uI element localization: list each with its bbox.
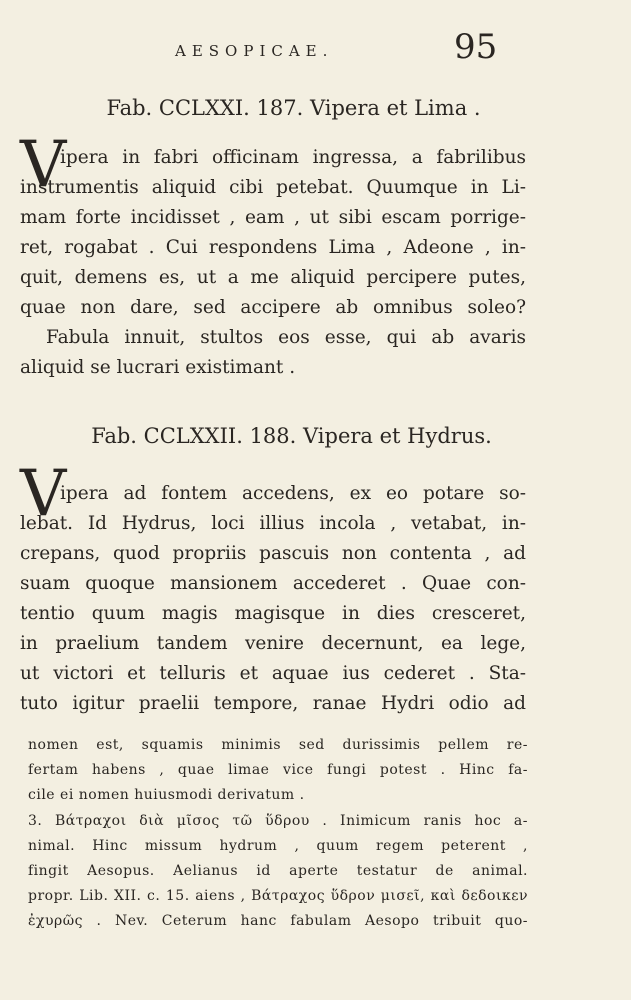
footnote-line: 3. Βάτραχοι διὰ μῖσος τῶ ὕδρου . Inimicum ranis hoc a- [28, 813, 528, 829]
running-title: AESOPICAE. [175, 42, 334, 60]
footnote-line: fertam habens , quae limae vice fungi potest . Hinc fa- [28, 762, 528, 778]
text-line: suam quoque mansionem accederet . Quae con- [20, 573, 526, 594]
page-number: 95 [454, 27, 498, 67]
footnote-line: fingit Aesopus. Aelianus id aperte testatur de animal. [28, 863, 528, 879]
footnote-line: propr. Lib. XII. c. 15. aiens , Βάτραχος ὕδρον μισεῖ, καὶ δεδοικεν [28, 888, 528, 904]
text-line: mam forte incidisset , eam , ut sibi escam porrige- [20, 207, 526, 228]
text-line: in praelium tandem venire decernunt, ea lege, [20, 633, 526, 654]
text-line: ipera in fabri officinam ingressa, a fabrilibus [60, 147, 526, 168]
footnote-line: ἐχυρῶς . Nev. Ceterum hanc fabulam Aesopo tribuit quo- [28, 913, 528, 929]
running-head [0, 27, 631, 74]
footnote-line: nomen est, squamis minimis sed durissimis pellem re- [28, 737, 528, 753]
text-line: tentio quum magis magisque in dies cresceret, [20, 603, 526, 624]
text-line: ipera ad fontem accedens, ex eo potare so- [60, 483, 526, 504]
fable-heading: Fab. CCLXXI. 187. Vipera et Lima . [106, 96, 481, 120]
text-line: Fabula innuit, stultos eos esse, qui ab avaris [46, 327, 526, 348]
text-line: quae non dare, sed accipere ab omnibus soleo? [20, 297, 526, 318]
fable-heading: Fab. CCLXXII. 188. Vipera et Hydrus. [91, 424, 492, 448]
footnote-line: cile ei nomen huiusmodi derivatum . [28, 787, 305, 803]
text-line: crepans, quod propriis pascuis non contenta , ad [20, 543, 526, 564]
text-line: lebat. Id Hydrus, loci illius incola , vetabat, in- [20, 513, 526, 534]
footnote-line: nimal. Hinc missum hydrum , quum regem peterent , [28, 838, 528, 854]
text-line: aliquid se lucrari existimant . [20, 357, 296, 378]
drop-cap: V [20, 457, 67, 531]
text-line: quit, demens es, ut a me aliquid percipere putes, [20, 267, 526, 288]
text-line: instrumentis aliquid cibi petebat. Quumque in Li- [20, 177, 526, 198]
text-line: tuto igitur praelii tempore, ranae Hydri odio ad [20, 693, 526, 714]
text-line: ut victori et telluris et aquae ius cederet . Sta- [20, 663, 526, 684]
text-line: ret, rogabat . Cui respondens Lima , Adeone , in- [20, 237, 526, 258]
drop-cap: V [20, 128, 67, 202]
